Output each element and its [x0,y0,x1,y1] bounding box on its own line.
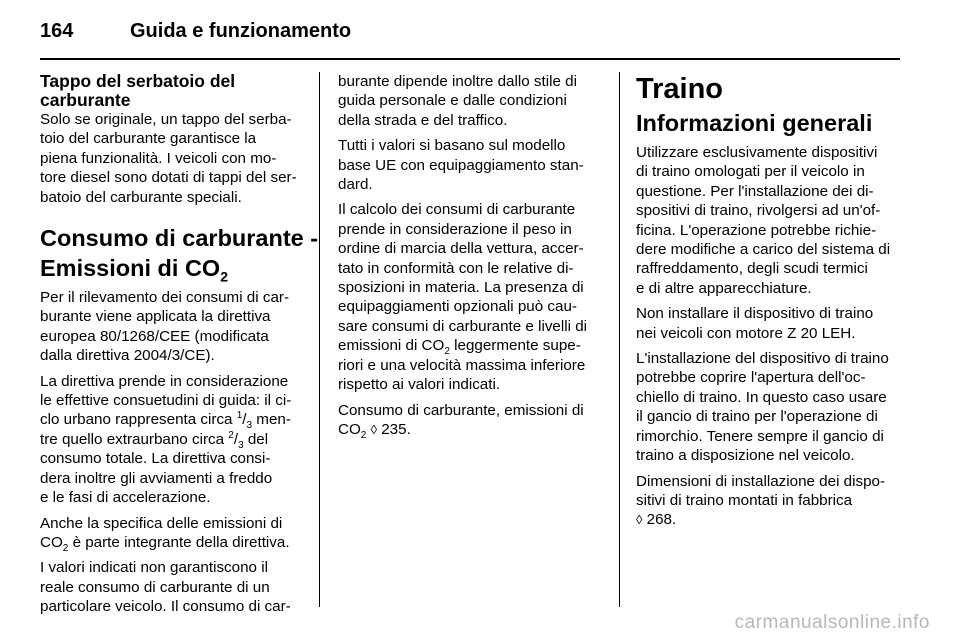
paragraph-emissions: Anche la specifica delle emissioni di $CO_2$ è parte integrante della direttiva. [40,514,290,554]
paragraph-driving-style: burante dipende inoltre dallo stile di guida personale e dalle condizioni della strada e del traffico. [338,73,577,129]
paragraph-towing-devices: Utilizzare esclusivamente dispositivi di traino omologati per il veicolo in questione. Per l'installazione dei di- spositivi di traino, rivolgersi ad un'of- ficina. L'operazione potrebbe richie- dere modifiche a carico del sistema di raffreddamento, degli scudi termici e di altre apparecchiature. [636,144,891,297]
heading-fuel-cap: Tappo del serbatoio del carburante [40,71,236,110]
paragraph-dimensions: Dimensioni di installazione dei dispo- sitivi di traino montati in fabbrica ◊ 268. [636,472,886,529]
paragraph-engine-restriction: Non installare il dispositivo di traino nei veicoli con motore Z 20 LEH. [636,305,874,342]
heading-fuel-consumption: Consumo di carburante - Emissioni di $CO_2$ [40,225,319,285]
paragraph-disclaimer: I valori indicati non garantiscono il reale consumo di carburante di un particolare veicolo. Il consumo di car- [40,559,291,616]
heading-general-info: Informazioni generali [636,110,873,136]
paragraph-towing-eye: L'installazione del dispositivo di traino potrebbe coprire l'apertura dell'oc- chiello di traino. In questo caso usare il gancio di traino per l'operazione di rimorchio. Tenere sempre il gancio di traino a disposizione nel veicolo. [636,350,889,465]
paragraph-base-model: Tutti i valori si basano sul modello base UE con equipaggiamento stan- dard. [338,137,584,194]
paragraph-driving-cycle: La direttiva prende in considerazione le effettive consuetudini di guida: il ci- clo urbano rappresenta circa $^1/_3$ men- tre quello extraurbano circa $^2/_3$ del consumo totale. La direttiva consi- dera inoltre gli avviamenti a freddo e le fasi di accelerazione. [40,372,292,507]
column-right [636,72,904,536]
column-divider [319,72,320,607]
paragraph-cross-reference: Consumo di carburante, emissioni di $CO_2$ ◊ 235. [338,401,584,441]
paragraph-calculation: Il calcolo dei consumi di carburante prende in considerazione il peso in ordine di marcia della vettura, accer- tato in conformità con le relative di- sposizioni in materia. La presenza di equipaggiamenti opzionali può cau- sare consumi di carburante e livelli di emissioni di $CO_2$ leggermente supe- riori e una velocità massima inferiore rispetto ai valori indicati. [338,201,588,394]
column-middle [338,72,606,445]
paragraph-directive: Per il rilevamento dei consumi di car- burante viene applicata la direttiva europea 80/1268/CEE (modificata dalla direttiva 2004/3/CE). [40,289,289,365]
column-left [40,71,319,623]
watermark: carmanualsonline.info [734,612,930,633]
page-header [40,20,351,44]
heading-towing: Traino [636,73,724,105]
column-divider [619,72,620,607]
page-number: 164 [40,20,74,42]
section-title: Guida e funzionamento [130,20,352,42]
header-rule [40,58,900,60]
paragraph-fuel-cap: Solo se originale, un tappo del serba- toio del carburante garantisce la piena funzionalità. I veicoli con mo- tore diesel sono dotati di tappi del ser- batoio del carburante speciali. [40,111,297,206]
page-reference-icon: ◊ [370,421,378,437]
page-reference-icon: ◊ [636,512,643,528]
